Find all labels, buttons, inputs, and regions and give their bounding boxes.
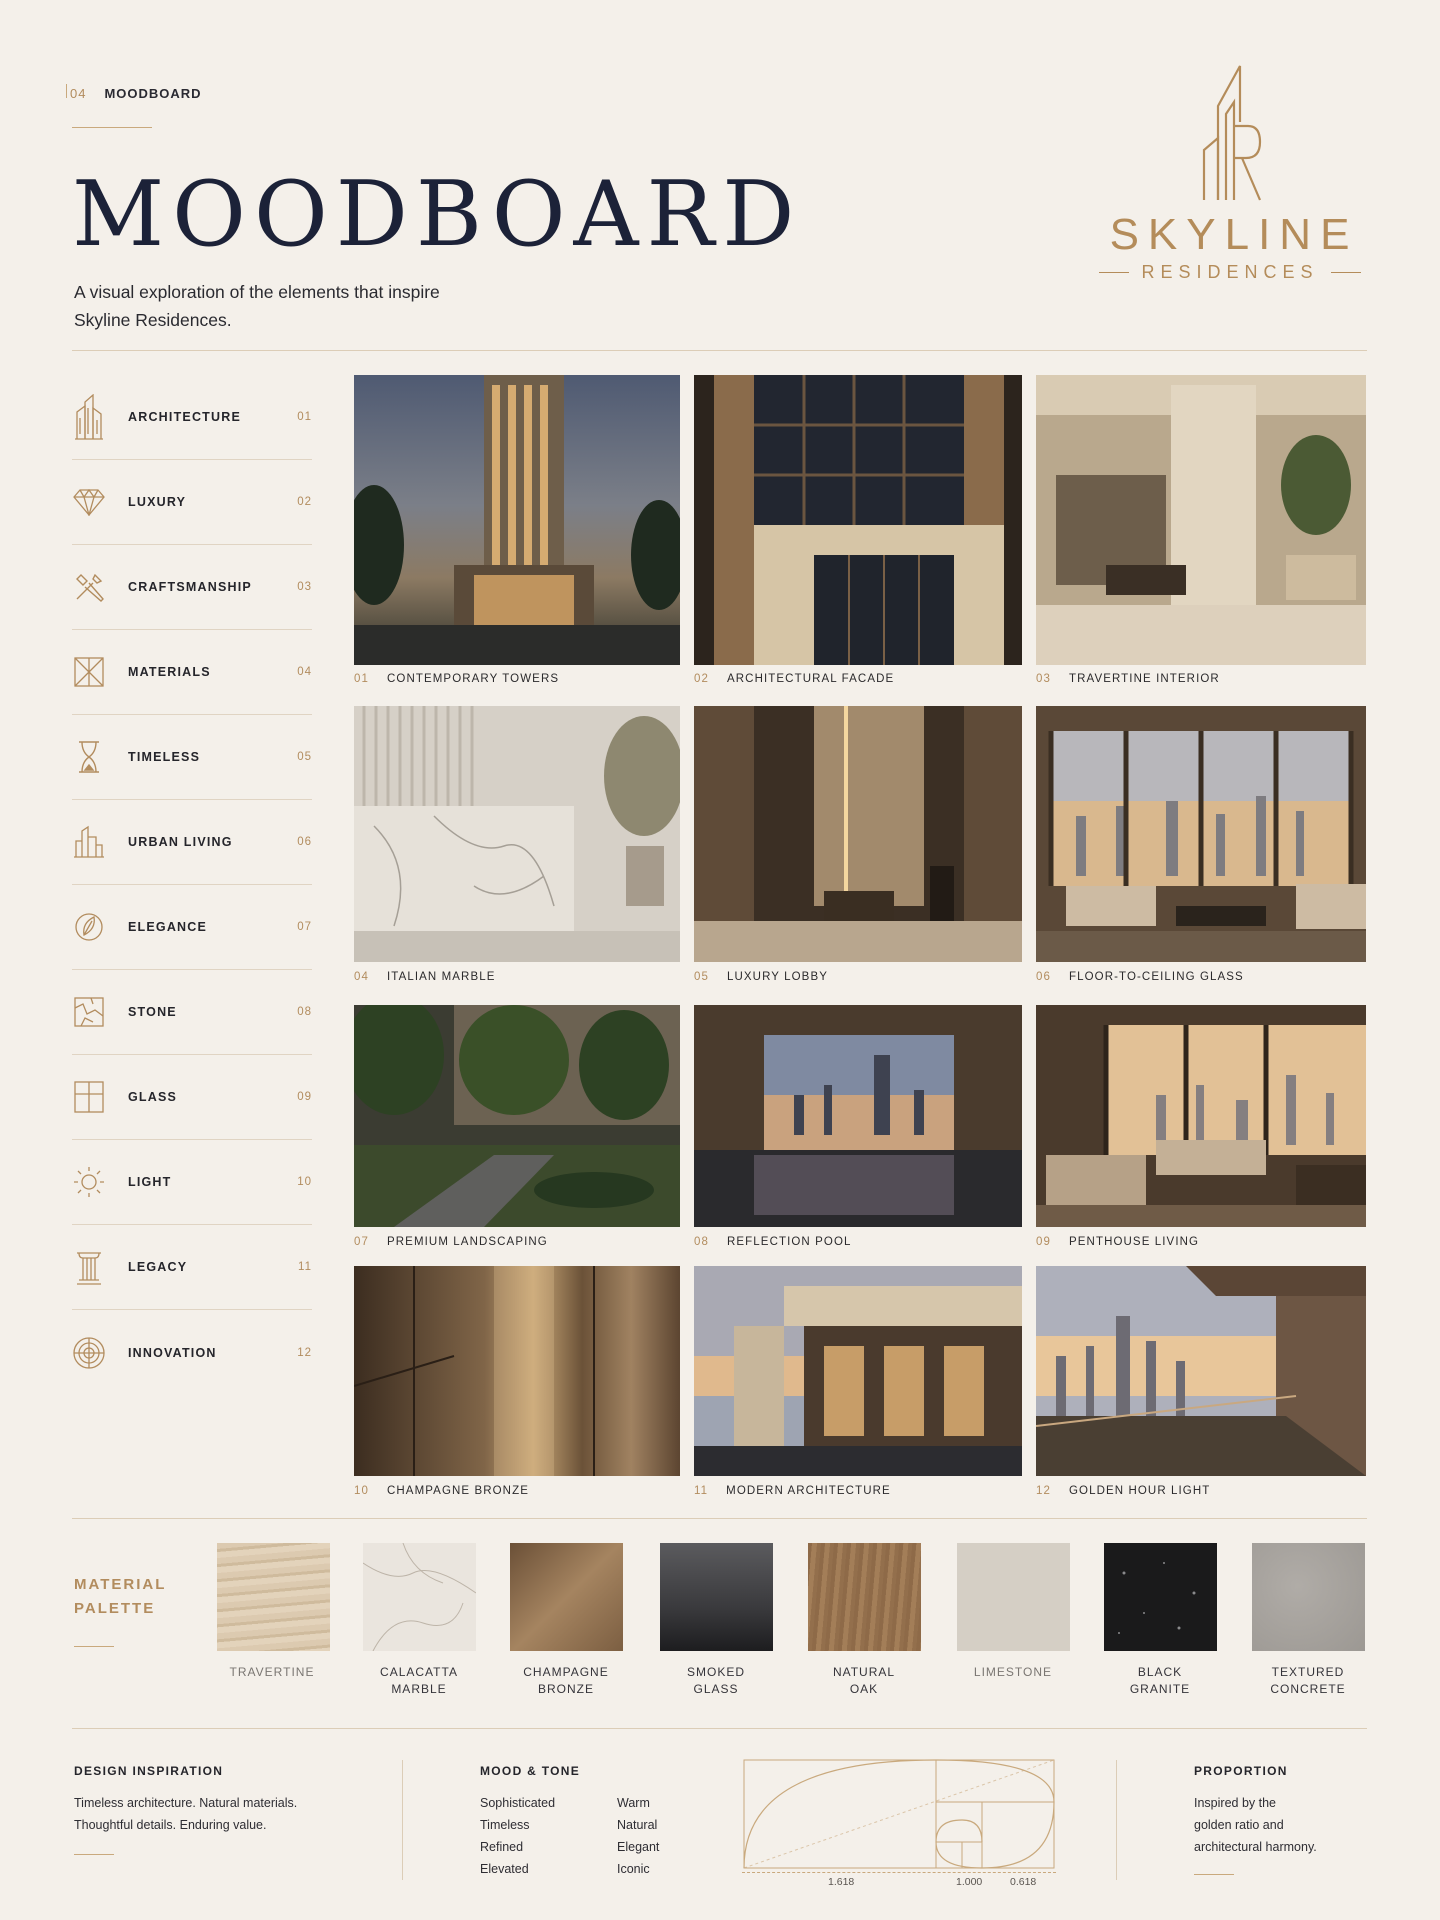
sidebar-item-architecture[interactable] bbox=[72, 375, 312, 460]
logo-subtitle-text: RESIDENCES bbox=[1141, 262, 1319, 282]
swatch-travertine[interactable] bbox=[217, 1543, 330, 1651]
gallery-image-golden-hour-light[interactable] bbox=[1036, 1266, 1366, 1476]
city-icon bbox=[72, 825, 106, 859]
sidebar-item-number: 10 bbox=[297, 1176, 312, 1188]
gallery-divider bbox=[72, 1518, 1367, 1519]
material-tile-icon bbox=[72, 655, 106, 689]
caption-text: CHAMPAGNE BRONZE bbox=[387, 1485, 529, 1497]
swatch-label-line-1: CHAMPAGNE bbox=[523, 1665, 609, 1679]
mood-tone-block bbox=[480, 1764, 720, 1880]
sidebar-item-luxury[interactable] bbox=[72, 460, 312, 545]
leaf-icon bbox=[72, 910, 106, 944]
sidebar-item-urban-living[interactable] bbox=[72, 800, 312, 885]
design-inspiration-line-2: Thoughtful details. Enduring value. bbox=[74, 1818, 267, 1832]
sidebar-item-number: 07 bbox=[297, 921, 312, 933]
gallery-image-premium-landscaping[interactable] bbox=[354, 1005, 680, 1227]
stone-icon bbox=[72, 995, 106, 1029]
swatch-champagne-bronze[interactable] bbox=[510, 1543, 623, 1651]
caption-number: 10 bbox=[354, 1485, 369, 1497]
golden-ratio-label: 0.618 bbox=[1006, 1876, 1040, 1888]
caption-text: ARCHITECTURAL FACADE bbox=[727, 673, 895, 685]
caption-number: 04 bbox=[354, 971, 369, 983]
design-inspiration-heading: DESIGN INSPIRATION bbox=[74, 1764, 224, 1778]
caption-text: TRAVERTINE INTERIOR bbox=[1069, 673, 1220, 685]
sidebar-item-number: 08 bbox=[297, 1006, 312, 1018]
swatch-label-line-2: BRONZE bbox=[537, 1682, 594, 1696]
column-icon bbox=[72, 1250, 106, 1284]
caption-number: 09 bbox=[1036, 1236, 1051, 1248]
gallery-caption bbox=[354, 1236, 548, 1248]
tools-icon bbox=[72, 570, 106, 604]
sidebar-item-label: STONE bbox=[128, 1005, 177, 1019]
mood-word: Sophisticated bbox=[480, 1796, 556, 1810]
swatch-label-line-1: LIMESTONE bbox=[973, 1665, 1053, 1679]
hourglass-icon bbox=[72, 740, 106, 774]
logo-name: SKYLINE bbox=[1109, 210, 1359, 259]
caption-number: 05 bbox=[694, 971, 709, 983]
caption-text: PENTHOUSE LIVING bbox=[1069, 1236, 1200, 1248]
footer-divider-2 bbox=[1116, 1760, 1117, 1880]
gallery-image-italian-marble[interactable] bbox=[354, 706, 680, 962]
caption-number: 01 bbox=[354, 673, 369, 685]
diamond-icon bbox=[72, 485, 106, 519]
swatch-calacatta-marble[interactable] bbox=[363, 1543, 476, 1651]
swatch-label bbox=[1238, 1664, 1378, 1698]
sidebar-item-label: CRAFTSMANSHIP bbox=[128, 580, 252, 594]
caption-number: 02 bbox=[694, 673, 709, 685]
gallery-image-architectural-facade[interactable] bbox=[694, 375, 1022, 665]
sidebar-item-label: LIGHT bbox=[128, 1175, 172, 1189]
design-inspiration-text bbox=[74, 1792, 374, 1836]
swatch-limestone[interactable] bbox=[957, 1543, 1070, 1651]
section-tag bbox=[70, 86, 202, 101]
swatch-label-line-2: GRANITE bbox=[1129, 1682, 1191, 1696]
mood-word: Refined bbox=[480, 1840, 524, 1854]
caption-text: GOLDEN HOUR LIGHT bbox=[1069, 1485, 1211, 1497]
swatch-black-granite[interactable] bbox=[1104, 1543, 1217, 1651]
sidebar-item-craftsmanship[interactable] bbox=[72, 545, 312, 630]
section-label: MOODBOARD bbox=[104, 86, 202, 101]
sidebar-item-label: GLASS bbox=[128, 1090, 178, 1104]
swatch-label-line-2: MARBLE bbox=[391, 1682, 447, 1696]
mood-tone-column-1 bbox=[480, 1792, 617, 1880]
sidebar-item-label: ARCHITECTURE bbox=[128, 410, 242, 424]
subtitle-line-1: A visual exploration of the elements that inspire bbox=[74, 282, 440, 302]
page-title: MOODBOARD bbox=[72, 162, 803, 267]
section-tag-marker bbox=[66, 84, 67, 98]
subtitle-line-2: Skyline Residences. bbox=[74, 310, 232, 330]
logo-subtitle bbox=[1085, 262, 1375, 283]
proportion-text bbox=[1194, 1792, 1364, 1858]
window-icon bbox=[72, 1080, 106, 1114]
gallery-image-modern-architecture[interactable] bbox=[694, 1266, 1022, 1476]
caption-number: 06 bbox=[1036, 971, 1051, 983]
design-inspiration-block bbox=[74, 1764, 374, 1855]
golden-ratio-diagram bbox=[742, 1758, 1056, 1890]
mood-word: Warm bbox=[617, 1796, 650, 1810]
proportion-rule bbox=[1194, 1874, 1234, 1875]
section-tag-rule bbox=[72, 127, 152, 128]
sidebar-item-number: 06 bbox=[297, 836, 312, 848]
caption-text: PREMIUM LANDSCAPING bbox=[387, 1236, 548, 1248]
proportion-heading: PROPORTION bbox=[1194, 1764, 1288, 1778]
gallery-caption bbox=[1036, 971, 1244, 983]
caption-number: 08 bbox=[694, 1236, 709, 1248]
sidebar-item-number: 04 bbox=[297, 666, 312, 678]
sidebar-item-stone[interactable] bbox=[72, 970, 312, 1055]
gallery-image-champagne-bronze[interactable] bbox=[354, 1266, 680, 1476]
sidebar-item-label: INNOVATION bbox=[128, 1345, 217, 1360]
design-inspiration-rule bbox=[74, 1854, 114, 1855]
sidebar-item-materials[interactable] bbox=[72, 630, 312, 715]
gallery-image-reflection-pool[interactable] bbox=[694, 1005, 1022, 1227]
sidebar-item-number: 03 bbox=[297, 581, 312, 593]
sidebar-item-innovation[interactable] bbox=[72, 1310, 312, 1395]
skyline-logo-mark-icon bbox=[1190, 62, 1270, 202]
caption-text: REFLECTION POOL bbox=[727, 1236, 852, 1248]
sidebar-item-label: MATERIALS bbox=[128, 665, 211, 679]
design-inspiration-line-1: Timeless architecture. Natural materials. bbox=[74, 1796, 298, 1810]
proportion-block bbox=[1194, 1764, 1364, 1875]
sidebar-item-number: 12 bbox=[297, 1346, 312, 1359]
page-subtitle bbox=[74, 278, 494, 334]
swatch-label bbox=[1090, 1664, 1230, 1698]
gallery-image-floor-to-ceiling-glass[interactable] bbox=[1036, 706, 1366, 962]
sidebar-item-number: 09 bbox=[297, 1091, 312, 1103]
target-icon bbox=[72, 1336, 106, 1370]
gallery-caption bbox=[694, 1485, 891, 1497]
swatch-label-line-1: SMOKED bbox=[686, 1665, 745, 1679]
sidebar-item-number: 01 bbox=[297, 411, 312, 423]
mood-tone-heading: MOOD & TONE bbox=[480, 1764, 581, 1778]
sidebar-item-label: LUXURY bbox=[128, 495, 187, 509]
gallery-caption bbox=[694, 673, 894, 685]
mood-word: Elegant bbox=[617, 1840, 660, 1854]
sidebar-item-label: LEGACY bbox=[128, 1260, 188, 1274]
caption-number: 03 bbox=[1036, 673, 1051, 685]
gallery-caption bbox=[1036, 673, 1220, 685]
swatch-label bbox=[646, 1664, 786, 1698]
caption-text: CONTEMPORARY TOWERS bbox=[387, 673, 560, 685]
proportion-line-1: Inspired by the bbox=[1194, 1796, 1276, 1810]
footer-divider-1 bbox=[402, 1760, 403, 1880]
palette-divider bbox=[72, 1728, 1367, 1729]
swatch-label-line-2: OAK bbox=[849, 1682, 879, 1696]
caption-text: ITALIAN MARBLE bbox=[387, 971, 496, 983]
material-palette-title-line-2: PALETTE bbox=[74, 1600, 156, 1617]
swatch-natural-oak[interactable] bbox=[808, 1543, 921, 1651]
mood-word: Timeless bbox=[480, 1818, 530, 1832]
sidebar-item-legacy[interactable] bbox=[72, 1225, 312, 1310]
gallery-image-contemporary-towers[interactable] bbox=[354, 375, 680, 665]
caption-text: FLOOR-TO-CEILING GLASS bbox=[1069, 971, 1244, 983]
gallery-caption bbox=[694, 971, 828, 983]
sidebar-item-timeless[interactable] bbox=[72, 715, 312, 800]
swatch-label-line-2: GLASS bbox=[693, 1682, 739, 1696]
material-palette-rule bbox=[74, 1646, 114, 1647]
sun-icon bbox=[72, 1165, 106, 1199]
sidebar-item-number: 11 bbox=[298, 1261, 312, 1273]
swatch-label bbox=[202, 1664, 342, 1681]
proportion-line-2: golden ratio and bbox=[1194, 1818, 1284, 1832]
sidebar-item-label: ELEGANCE bbox=[128, 920, 208, 934]
gallery-image-travertine-interior[interactable] bbox=[1036, 375, 1366, 665]
header-divider bbox=[72, 350, 1367, 351]
caption-number: 12 bbox=[1036, 1485, 1051, 1497]
mood-word: Iconic bbox=[617, 1862, 650, 1876]
mood-tone-column-2 bbox=[617, 1792, 659, 1880]
golden-ratio-baseline bbox=[742, 1872, 1056, 1873]
swatch-label-line-1: TRAVERTINE bbox=[229, 1665, 315, 1679]
gallery-image-penthouse-living[interactable] bbox=[1036, 1005, 1366, 1227]
swatch-label bbox=[943, 1664, 1083, 1681]
sidebar-item-number: 05 bbox=[297, 751, 312, 763]
section-number: 04 bbox=[70, 86, 87, 101]
building-icon bbox=[72, 400, 106, 434]
sidebar-item-label: URBAN LIVING bbox=[128, 835, 233, 849]
swatch-label-line-2: CONCRETE bbox=[1270, 1682, 1346, 1696]
proportion-line-3: architectural harmony. bbox=[1194, 1840, 1317, 1854]
caption-number: 11 bbox=[694, 1485, 709, 1497]
swatch-label-line-1: CALACATTA bbox=[380, 1665, 458, 1679]
golden-ratio-label: 1.618 bbox=[824, 1876, 858, 1888]
sidebar-item-light[interactable] bbox=[72, 1140, 312, 1225]
material-palette-title-line-1: MATERIAL bbox=[74, 1576, 167, 1593]
gallery-caption bbox=[1036, 1236, 1199, 1248]
gallery-caption bbox=[694, 1236, 852, 1248]
sidebar-item-elegance[interactable] bbox=[72, 885, 312, 970]
golden-ratio-label: 1.000 bbox=[952, 1876, 986, 1888]
gallery-caption bbox=[354, 1485, 529, 1497]
swatch-smoked-glass[interactable] bbox=[660, 1543, 773, 1651]
swatch-label bbox=[794, 1664, 934, 1698]
gallery-caption bbox=[354, 971, 496, 983]
brand-logo bbox=[1085, 62, 1375, 283]
swatch-label bbox=[349, 1664, 489, 1698]
gallery-caption bbox=[354, 673, 559, 685]
mood-word: Natural bbox=[617, 1818, 658, 1832]
material-palette-title bbox=[74, 1573, 166, 1621]
caption-text: LUXURY LOBBY bbox=[727, 971, 828, 983]
caption-text: MODERN ARCHITECTURE bbox=[726, 1485, 891, 1497]
swatch-label bbox=[496, 1664, 636, 1698]
gallery-caption bbox=[1036, 1485, 1210, 1497]
sidebar bbox=[72, 375, 312, 1395]
sidebar-item-glass[interactable] bbox=[72, 1055, 312, 1140]
swatch-textured-concrete[interactable] bbox=[1252, 1543, 1365, 1651]
swatch-label-line-1: TEXTURED bbox=[1271, 1665, 1345, 1679]
swatch-label-line-1: BLACK bbox=[1137, 1665, 1183, 1679]
caption-number: 07 bbox=[354, 1236, 369, 1248]
mood-word: Elevated bbox=[480, 1862, 529, 1876]
gallery-image-luxury-lobby[interactable] bbox=[694, 706, 1022, 962]
swatch-label-line-1: NATURAL bbox=[832, 1665, 896, 1679]
sidebar-item-number: 02 bbox=[297, 496, 312, 508]
sidebar-item-label: TIMELESS bbox=[128, 750, 201, 764]
